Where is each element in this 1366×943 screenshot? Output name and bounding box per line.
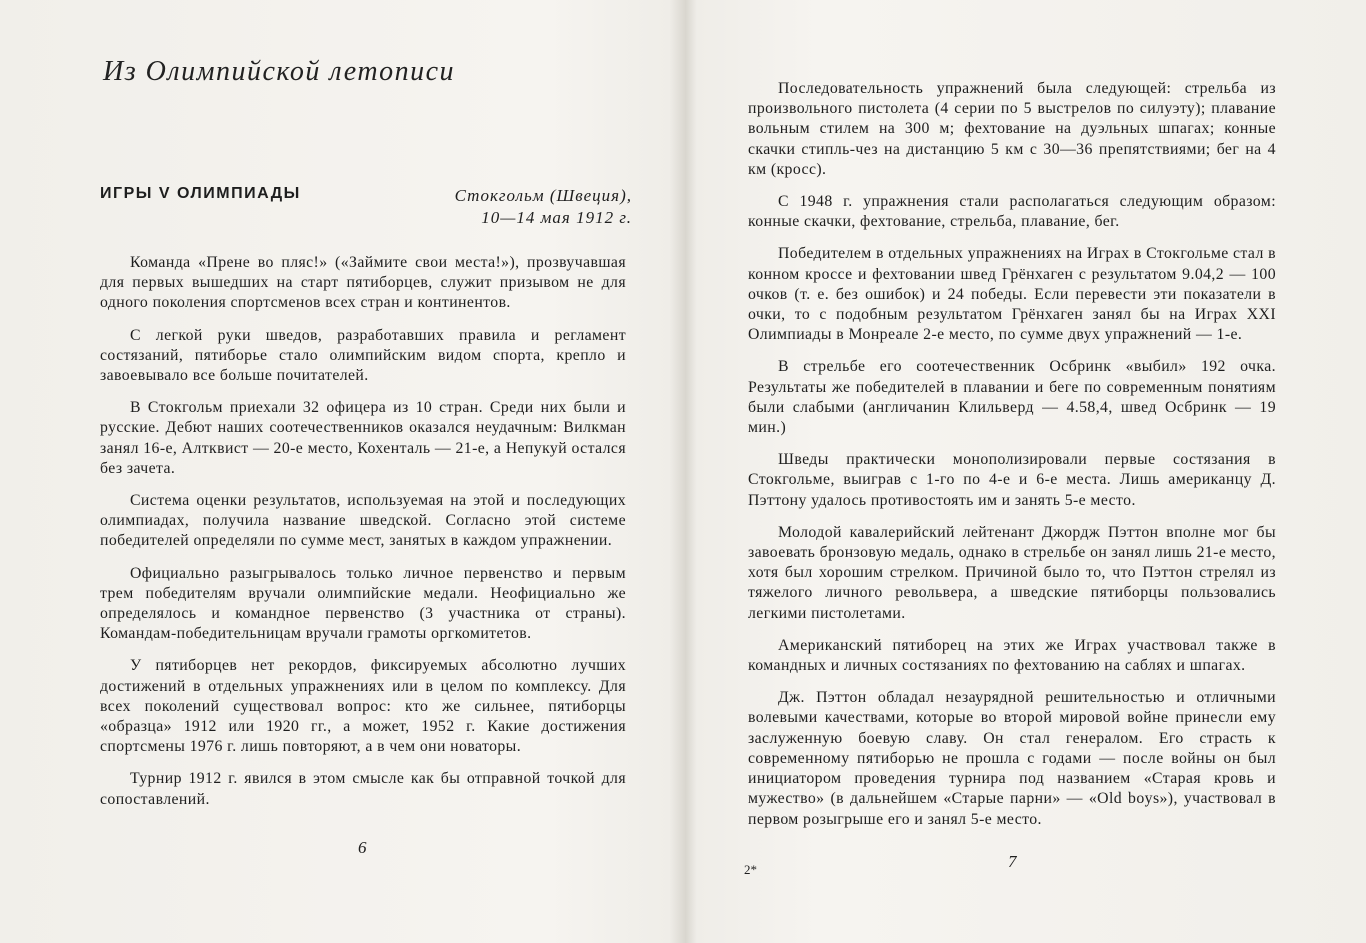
signature-mark: 2*	[744, 862, 757, 877]
place-date	[455, 185, 632, 229]
paragraph: У пятиборцев нет рекордов, фиксируемых абсолютно лучших достижений в отдельных упражнениях или в целом по комплексу. Для всех поколений существовал вопрос: кто же сильнее, пятиборцы «образца» 1912 или 1920 гг., а может, 1952 г. Какие достижения спортсмены 1976 г. лишь повторяют, а в чем они новаторы.	[100, 657, 626, 756]
paragraph: Турнир 1912 г. явился в этом смысле как бы отправной точкой для сопоставлений.	[100, 770, 626, 808]
paragraph: Дж. Пэттон обладал незаурядной решительностью и отличными волевыми качествами, которые во второй мировой войне принесли ему заслуженную боевую славу. Он стал генералом. Его страсть к современному пятиборью не прошла с годами — после войны он был инициатором проведения турнира под названием «Старая кровь и мужество» (в дальнейшем «Старые парни» — «Old boys»), участвовал в первом розыгрыше его и занял 5-е место.	[748, 689, 1276, 828]
place-line: Стокгольм (Швеция),	[454, 186, 632, 205]
paragraph: С 1948 г. упражнения стали располагаться следующим образом: конные скачки, фехтование, стрельба, плавание, бег.	[748, 193, 1276, 231]
page-number: 7	[1008, 852, 1017, 871]
paragraph: Победителем в отдельных упражнениях на Играх в Стокгольме стал в конном кроссе и фехтовании швед Грёнхаген с результатом 9.04,2 — 100 очков (т. е. без ошибок) и 24 победы. Если перевести эти показатели в очки, то с подобным результатом Грёнхаген занял бы на Играх XXI Олимпиады в Монреале 2-е место, по сумме двух упражнений — 1-е.	[748, 245, 1276, 344]
paragraph: Команда «Прене во пляс!» («Займите свои места!»), прозвучавшая для первых вышедших на старт пятиборцев, служит призывом не для одного поколения спортсменов всех стран и континентов.	[100, 254, 626, 312]
paragraph: Последовательность упражнений была следующей: стрельба из произвольного пистолета (4 серии по 5 выстрелов по силуэту); плавание вольным стилем на 300 м; фехтование на дуэльных шпагах; конные скачки стипль-чез на дистанцию 5 км с 30—36 препятствиями; бег на 4 км (кросс).	[748, 80, 1276, 178]
paragraph: Американский пятиборец на этих же Играх участвовал также в командных и личных состязаниях по фехтованию на саблях и шпагах.	[748, 636, 1276, 675]
paragraph: В стрельбе его соотечественник Осбринк «выбил» 192 очка. Результаты же победителей в плавании и беге по современным понятиям были слабыми (англичанин Клильверд — 4.58,4, швед Осбринк — 19 мин.)	[748, 358, 1276, 437]
page-number: 6	[358, 838, 367, 857]
paragraph: Молодой кавалерийский лейтенант Джордж Пэттон вполне мог бы завоевать бронзовую медаль, однако в стрельбе он занял лишь 21-е место, хотя был хорошим стрелком. Причиной было то, что Пэттон стрелял из тяжелого личного револьвера, а шведские пятиборцы пользовались легкими пистолетами.	[748, 523, 1276, 622]
paragraph: Система оценки результатов, используемая на этой и последующих олимпиадах, получила название шведской. Согласно этой системе победителей определяли по сумме мест, занятых в каждом упражнении.	[100, 492, 626, 550]
left-page	[0, 0, 682, 943]
right-body-text	[748, 79, 1276, 842]
paragraph: С легкой руки шведов, разработавших правила и регламент состязаний, пятиборье стало олимпийским видом спорта, крепло и завоевывало все больше почитателей.	[100, 326, 626, 385]
paragraph: В Стокгольм приехали 32 офицера из 10 стран. Среди них были и русские. Дебют наших соотечественников оказался неудачным: Вилкман занял 16-е, Алтквист — 20-е место, Кохенталь — 21-е, а Непукуй остался без зачета.	[100, 399, 626, 477]
date-line: 10—14 мая 1912 г.	[481, 208, 632, 227]
section-title: Из Олимпийской летописи	[103, 56, 456, 87]
chapter-title: ИГРЫ V ОЛИМПИАДЫ	[100, 185, 301, 202]
right-page	[684, 0, 1366, 943]
paragraph: Официально разыгрывалось только личное первенство и первым трем победителям вручали олимпийские медали. Неофициально же определялось и командное первенство (3 участника от страны). Командам-победительницам вручали грамоты оргкомитетов.	[100, 564, 626, 643]
left-body-text	[100, 253, 626, 822]
paragraph: Шведы практически монополизировали первые состязания в Стокгольме, выиграв с 1-го по 4-е и 6-е места. Лишь американцу Д. Пэттону удалось противостоять им и занять 5-е место.	[748, 451, 1276, 509]
